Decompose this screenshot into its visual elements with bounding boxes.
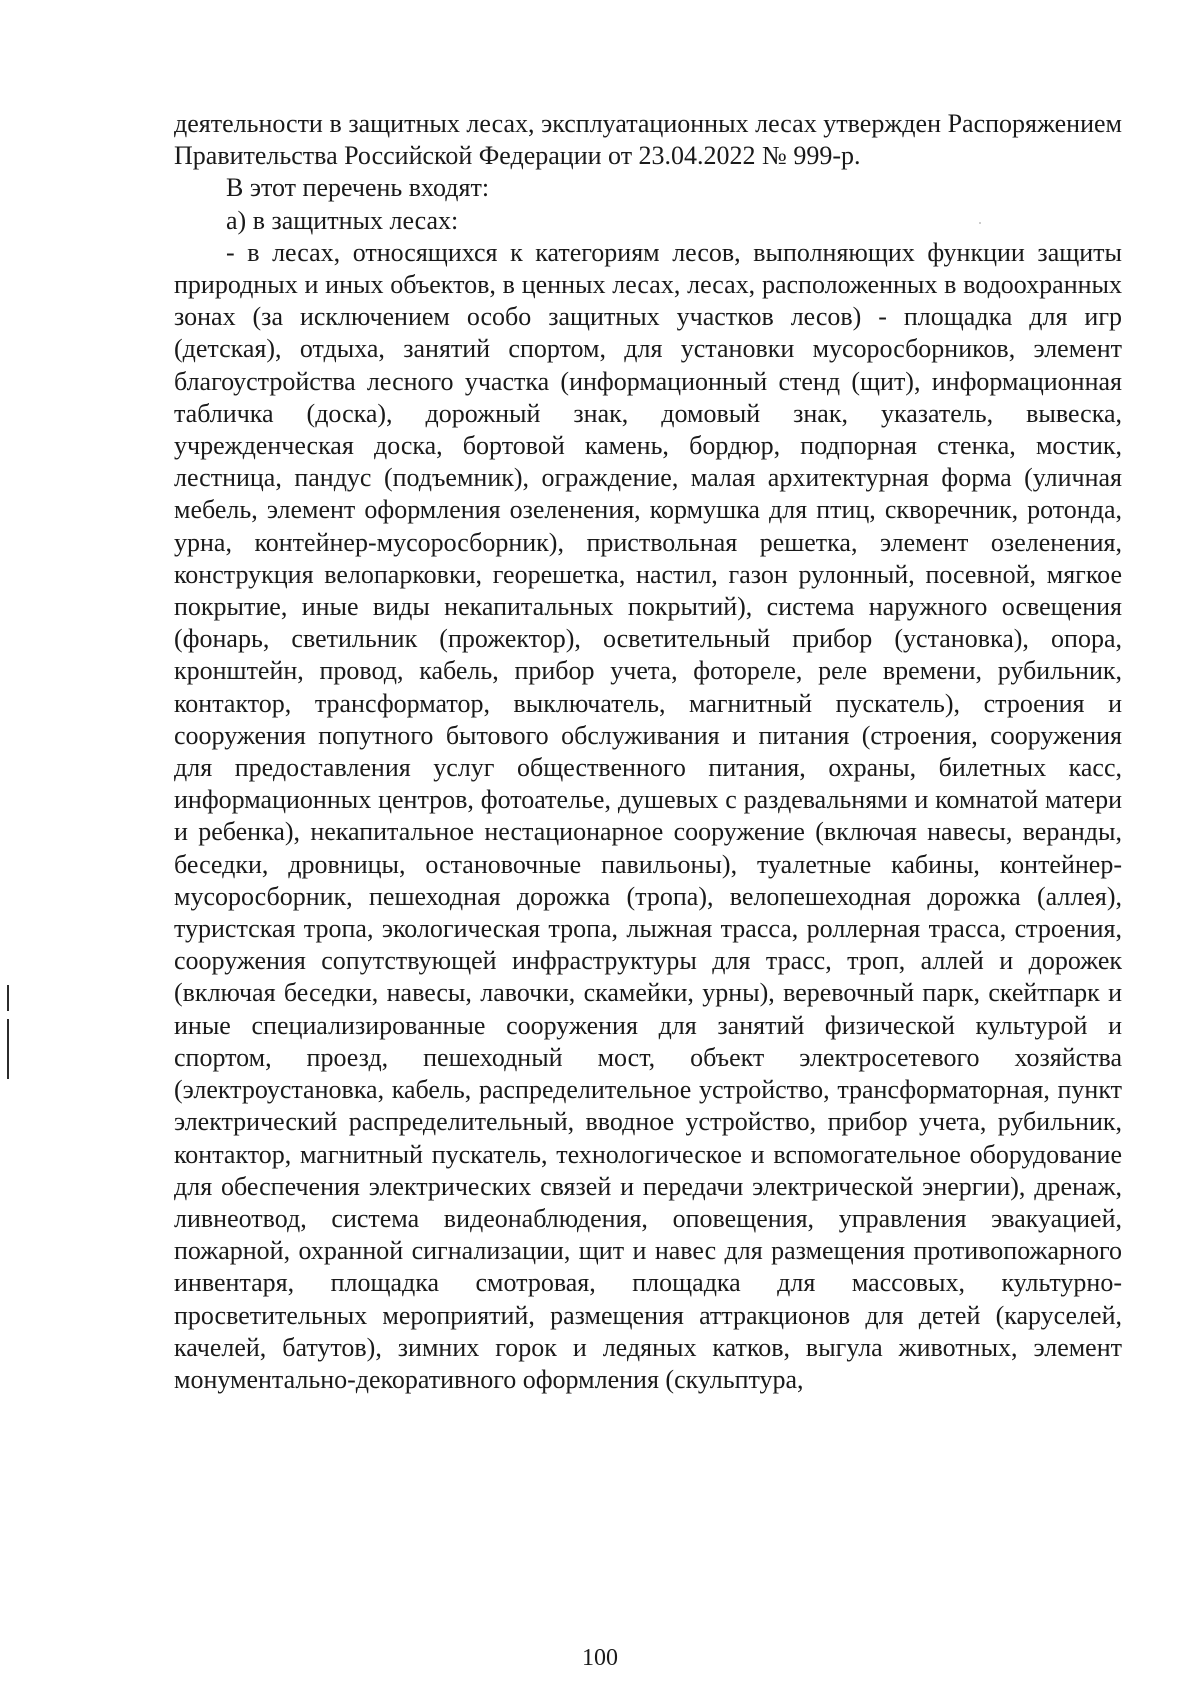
body-text — [174, 108, 1122, 1396]
paragraph-continuation: деятельности в защитных лесах, эксплуатационных лесах утвержден Распоряжением Правительства Российской Федерации от 23.04.2022 № 999-р. — [174, 109, 1122, 171]
paragraph-list-intro: В этот перечень входят: — [226, 173, 490, 203]
paragraph-list-item-a: а) в защитных лесах: — [226, 205, 459, 235]
paragraph-list-subitem: - в лесах, относящихся к категориям лесов, выполняющих функции защиты природных и иных объектов, в ценных лесах, лесах, расположенных в водоохранных зонах (за исключением особо защитных участков лесов) - площадка для игр (детская), отдыха, занятий спортом, для установки мусоросборников, элемент благоустройства лесного участка (информационный стенд (щит), информационная табличка (доска), дорожный знак, домовый знак, указатель, вывеска, учрежденческая доска, бортовой камень, бордюр, подпорная стенка, мостик, лестница, пандус (подъемник), ограждение, малая архитектурная форма (уличная мебель, элемент оформления озеленения, кормушка для птиц, скворечник, ротонда, урна, контейнер-мусоросборник), приствольная решетка, элемент озеленения, конструкция велопарковки, георешетка, настил, газон рулонный, посевной, мягкое покрытие, иные виды некапитальных покрытий), система наружного освещения (фонарь, светильник (прожектор), осветительный прибор (установка), опора, кронштейн, провод, кабель, прибор учета, фотореле, реле времени, рубильник, контактор, трансформатор, выключатель, магнитный пускатель), строения и сооружения попутного бытового обслуживания и питания (строения, сооружения для предоставления услуг общественного питания, охраны, билетных касс, информационных центров, фотоателье, душевых с раздевальнями и комнатой матери и ребенка), некапитальное нестационарное сооружение (включая навесы, веранды, беседки, дровницы, остановочные павильоны), туалетные кабины, контейнер-мусоросборник, пешеходная дорожка (тропа), велопешеходная дорожка (аллея), туристская тропа, экологическая тропа, лыжная трасса, роллерная трасса, строения, сооружения сопутствующей инфраструктуры для трасс, троп, аллей и дорожек (включая беседки, навесы, лавочки, скамейки, урны), веревочный парк, скейтпарк и иные специализированные сооружения для занятий физической культурой и спортом, проезд, пешеходный мост, объект электросетевого хозяйства (электроустановка, кабель, распределительное устройство, трансформаторная, пункт электрический распределительный, вводное устройство, прибор учета, рубильник, контактор, магнитный пускатель, технологическое и вспомогательное оборудование для обеспечения электрических связей и передачи электрической энергии), дренаж, ливнеотвод, система видеонаблюдения, оповещения, управления эвакуацией, пожарной, охранной сигнализации, щит и навес для размещения противопожарного инвентаря, площадка смотровая, площадка для массовых, культурно-просветительных мероприятий, размещения аттракционов для детей (каруселей, качелей, батутов), зимних горок и ледяных катков, выгула животных, элемент монументально-декоративного оформления (скульптура, — [174, 237, 1122, 1394]
page-number: 100 — [582, 1645, 618, 1671]
scan-edge-mark — [7, 1019, 9, 1079]
scan-edge-mark — [7, 985, 9, 1011]
